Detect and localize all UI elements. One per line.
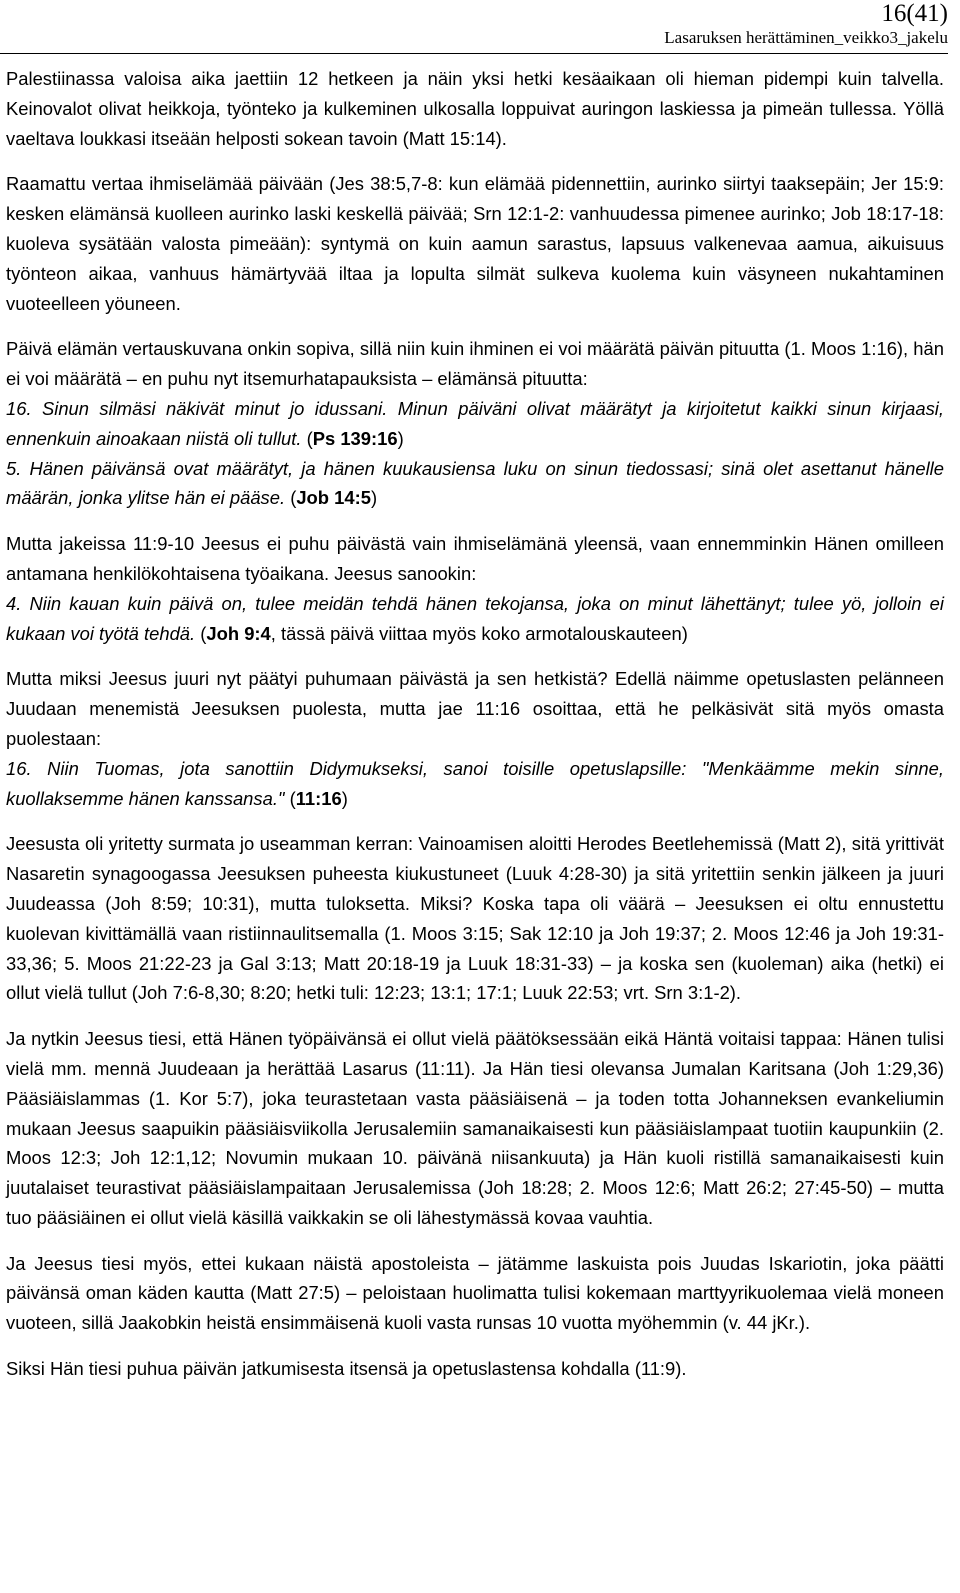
paragraph: Jeesusta oli yritetty surmata jo useamman kerran: Vainoamisen aloitti Herodes Beetlehemissä (Matt 2), sitä yrittivät Nasaretin synagoogassa Jeesuksen puheesta kiukustuneet (Luuk 4:28-30) ja sitä yritettiin senkin jälkeen ja juuri Juudeassa (Joh 8:59; 10:31), mutta tuloksetta. Miksi? Koska tapa oli väärä – Jeesuksen ei oltu ennustettu kuolevan kivittämällä vaan ristiinnaulitsemalla (1. Moos 3:15; Sak 12:10 ja Joh 19:37; 2. Moos 12:46 ja Joh 19:31-33,36; 5. Moos 21:22-23 ja Gal 3:13; Matt 20:18-19 ja Luuk 18:31-33) – ja koska sen (kuoleman) aika (hetki) ei ollut vielä tullut (Joh 7:6-8,30; 8:20; hetki tuli: 12:23; 13:1; 17:1; Luuk 22:53; vrt. Srn 3:1-2). — [6, 833, 944, 1004]
page-number: 16(41) — [881, 0, 948, 27]
scripture-reference: Job 14:5 — [296, 487, 371, 509]
reference-close: ) — [341, 787, 348, 809]
quote-text: 16. Niin Tuomas, jota sanottiin Didymukseksi, sanoi toisille opetuslapsille: "Menkäämme mekin sinne, kuollaksemme hänen kanssansa." — [6, 757, 944, 809]
quote-text: 16. Sinun silmäsi näkivät minut jo idussani. Minun päiväni olivat määrätyt ja kirjoitetut kaikki sinun kirjaasi, ennenkuin ainoakaan niistä oli tullut. — [6, 397, 944, 449]
reference-open: ( — [284, 787, 296, 809]
paragraph: Ja nytkin Jeesus tiesi, että Hänen työpäivänsä ei ollut vielä päätöksessään eikä Häntä voitaisi tappaa: Hänen tulisi vielä mm. mennä Juudeaan ja herättää Lasarus (11:11). Ja Hän tiesi olevansa Jumalan Karitsana (Joh 1:29,36) Pääsiäislammas (1. Kor 5:7), joka teurastetaan vasta pääsiäisenä – ja toden totta Johanneksen evankeliumin mukaan Jeesus saapuikin pääsiäisviikolla Jerusalemiin samanaikaisesti kun pääsiäislampaat tuotiin kaupunkiin (2. Moos 12:3; Joh 12:1,12; Novumin mukaan 10. päivänä niisankuuta) ja Hän kuoli ristillä samanaikaisesti kuin juutalaiset teurastivat pääsiäislampaitaan Jerusalemissa (Joh 18:28; 2. Moos 12:6; Matt 26:2; 27:45-50) – mutta tuo pääsiäinen ei ollut vielä käsillä vaikkakin se oli lähestymässä kovaa vauhtia. — [6, 1028, 944, 1228]
scripture-quote — [6, 754, 944, 814]
page-header — [0, 0, 948, 48]
paragraph: Raamattu vertaa ihmiselämää päivään (Jes 38:5,7-8: kun elämää pidennettiin, aurinko siirtyi taaksepäin; Jer 15:9: kesken elämänsä kuolleen aurinko laski keskellä päivää; Srn 12:1-2: vanhuudessa pimenee aurinko; Job 18:17-18: kuoleva sysätään valosta pimeään): syntymä on kuin aamun sarastus, lapsuus valkenevaa aamua, aikuisuus työnteon aikaa, vanhuus hämärtyvää iltaa ja lopulta silmät sulkeva kuolema kuin väsyneen nukahtaminen vuoteelleen yöuneen. — [6, 173, 944, 314]
quote-text: 4. Niin kauan kuin päivä on, tulee meidän tehdä hänen tekojansa, joka on minut lähettänyt; tulee yö, jolloin ei kukaan voi työtä tehdä. — [6, 592, 944, 644]
reference-close: , tässä päivä viittaa myös koko armotalouskauteen) — [270, 622, 688, 644]
scripture-quote — [6, 454, 944, 514]
scripture-reference: Ps 139:16 — [312, 427, 398, 449]
paragraph: Ja Jeesus tiesi myös, ettei kukaan näistä apostoleista – jätämme laskuista pois Juudas Iskariotin, joka päätti päivänsä oman käden kautta (Matt 27:5) – peloistaan huolimatta tulisi kokemaan marttyyrikuolemaa vielä moneen vuoteen, sillä Jaakobkin heistä ensimmäisenä kuoli vasta runsas 10 vuotta myöhemmin (v. 44 jKr.). — [6, 1252, 944, 1334]
reference-close: ) — [397, 427, 404, 449]
reference-close: ) — [370, 487, 378, 509]
quote-text: 5. Hänen päivänsä ovat määrätyt, ja hänen kuukausiensa luku on sinun tiedossasi; sinä olet asettanut hänelle määrän, jonka ylitse hän ei pääse. — [6, 457, 944, 509]
header-divider — [0, 53, 948, 54]
paragraph: Päivä elämän vertauskuvana onkin sopiva, sillä niin kuin ihminen ei voi määrätä päivän pituutta (1. Moos 1:16), hän ei voi määrätä – en puhu nyt itsemurhatapauksista – elämänsä pituutta: — [6, 338, 944, 390]
paragraph: Palestiinassa valoisa aika jaettiin 12 hetkeen ja näin yksi hetki kesäaikaan oli hieman pidempi kuin talvella. Keinovalot olivat heikkoja, työnteko ja kulkeminen ulkosalla loppuivat auringon laskiessa ja pimeän tullessa. Yöllä vaeltava loukkasi itseään helposti sokean tavoin (Matt 15:14). — [6, 68, 944, 149]
reference-open: ( — [285, 487, 297, 509]
paragraph: Mutta miksi Jeesus juuri nyt päätyi puhumaan päivästä ja sen hetkistä? Edellä näimme opetuslasten pelänneen Juudaan menemistä Jeesuksen puolesta, mutta jae 11:16 osoittaa, että he pelkäsivät sitä myös omasta puolestaan: — [6, 668, 944, 749]
reference-open: ( — [195, 622, 207, 644]
paragraph: Siksi Hän tiesi puhua päivän jatkumisesta itsensä ja opetuslastensa kohdalla (11:9). — [6, 1358, 687, 1380]
scripture-quote — [6, 394, 944, 454]
scripture-reference: 11:16 — [295, 787, 342, 809]
scripture-reference: Joh 9:4 — [206, 622, 271, 644]
document-name: Lasaruksen herättäminen_veikko3_jakelu — [664, 28, 948, 47]
paragraph: Mutta jakeissa 11:9-10 Jeesus ei puhu päivästä vain ihmiselämänä yleensä, vaan ennemminkin Hänen omilleen antamana henkilökohtaisena työaikana. Jeesus sanookin: — [6, 533, 944, 584]
scripture-quote — [6, 589, 944, 649]
reference-open: ( — [301, 427, 313, 449]
document-body — [6, 64, 944, 1384]
